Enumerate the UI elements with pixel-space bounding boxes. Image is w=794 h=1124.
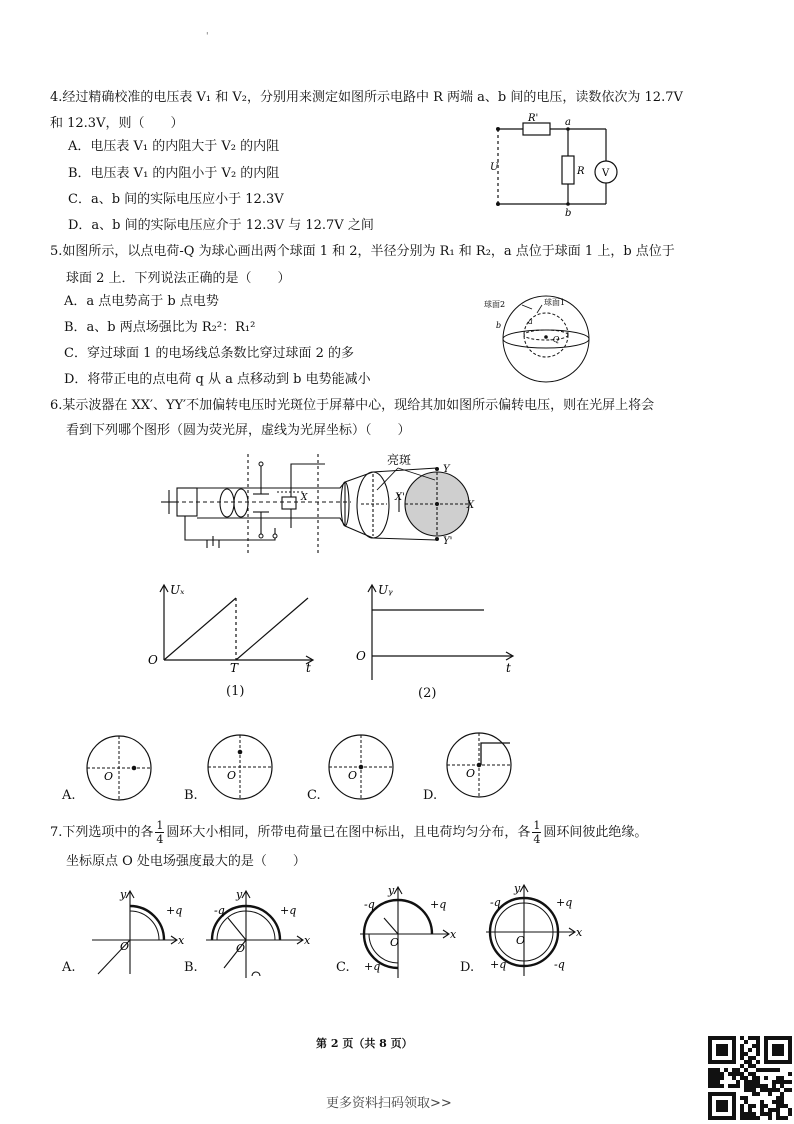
q4-option-b: B．电压表 V₁ 的内阻小于 V₂ 的内阻	[68, 166, 280, 181]
q4-label-u: U	[490, 162, 499, 173]
q6-stem-line2: 看到下列哪个图形（圆为荧光屏，虚线为光屏坐标）（ ）	[66, 423, 411, 438]
q6-label-y: Y	[443, 464, 450, 475]
q6-choice-a-label: A.	[62, 788, 76, 803]
q6-oscilloscope-diagram	[155, 450, 485, 555]
q4-label-r-prime: R'	[528, 113, 539, 124]
q6-label-plate-x: X	[301, 493, 308, 503]
q5-label-b: b	[496, 321, 502, 330]
q6-label-x: X	[467, 500, 475, 511]
q6-choice-c-screen	[326, 732, 396, 802]
q5-option-c: C．穿过球面 1 的电场线总条数比穿过球面 2 的多	[64, 346, 355, 361]
q6-choice-c-origin: O	[348, 769, 358, 782]
q7-fraction-2	[532, 820, 541, 845]
q5-sphere-diagram	[482, 292, 602, 384]
q5-label-charge: -Q	[550, 335, 560, 344]
q7-c-o: O	[390, 936, 400, 949]
q7-frac1-num: 1	[156, 819, 164, 832]
q7-choice-d-label: D.	[460, 960, 475, 975]
q4-stem-line2: 和 12.3V，则（ ）	[50, 116, 184, 131]
q6-graph2-origin: O	[356, 649, 366, 663]
qr-code-image	[708, 1036, 792, 1120]
q7-stem-line1	[50, 820, 647, 845]
q6-graph-2	[352, 580, 522, 680]
q7-d-minus-q: -q	[490, 896, 501, 909]
q7-c-y: y	[388, 884, 395, 897]
q4-label-v: V	[602, 168, 610, 179]
q7-d-plus-q-2: +q	[490, 958, 507, 971]
q6-choice-d-label: D.	[423, 788, 438, 803]
q6-label-xp: X'	[395, 492, 405, 503]
q7-c-plus-q-2: +q	[364, 960, 381, 973]
q7-stem-post: 圆环间彼此绝缘。	[543, 825, 648, 840]
q5-label-sphere2: 球面2	[484, 300, 506, 309]
page-number: 第 2 页（共 8 页）	[316, 1037, 413, 1050]
q7-frac2-num: 1	[533, 819, 541, 832]
q7-b-minus-q: -q	[214, 904, 225, 917]
q7-b-plus-q: +q	[280, 904, 297, 917]
q7-frac2-den: 4	[533, 833, 541, 846]
q7-choice-c-label: C.	[336, 960, 350, 975]
q6-choice-a-origin: O	[104, 770, 114, 783]
q7-stem-line2: 坐标原点 O 处电场强度最大的是（ ）	[66, 854, 306, 869]
promo-text[interactable]: 更多资料扫码领取>>	[326, 1096, 452, 1111]
q7-a-plus-q: +q	[166, 904, 183, 917]
q7-a-y: y	[120, 888, 127, 901]
q6-graph2-caption: (2)	[418, 686, 437, 701]
q7-b-x: x	[304, 934, 311, 947]
q6-choice-b-origin: O	[227, 769, 237, 782]
q6-choice-d-screen	[444, 730, 514, 800]
q6-choice-d-origin: O	[466, 767, 476, 780]
q7-c-x: x	[450, 928, 457, 941]
q7-frac1-den: 4	[156, 833, 164, 846]
q4-option-c: C．a、b 间的实际电压应小于 12.3V	[68, 192, 284, 207]
q7-d-o: O	[516, 934, 526, 947]
q5-stem-line1: 5.如图所示，以点电荷-Q 为球心画出两个球面 1 和 2，半径分别为 R₁ 和 R₂，a 点位于球面 1 上，b 点位于	[50, 244, 675, 259]
q6-graph1-xlabel: t	[306, 661, 311, 675]
q5-option-a: A．a 点电势高于 b 点电势	[64, 294, 219, 309]
qr-code[interactable]	[708, 1036, 792, 1120]
q4-circuit-diagram	[488, 112, 628, 222]
q6-graph2-xlabel: t	[506, 661, 511, 675]
q6-graph1-tick: T	[230, 661, 239, 675]
q4-stem-line1: 4.经过精确校准的电压表 V₁ 和 V₂，分别用来测定如图所示电路中 R 两端 a、b 间的电压，读数依次为 12.7V	[50, 90, 683, 105]
q7-d-x: x	[576, 926, 583, 939]
q5-label-a: a	[528, 317, 533, 326]
q7-a-x: x	[178, 934, 185, 947]
stray-mark: '	[206, 32, 209, 42]
q7-d-y: y	[514, 882, 521, 895]
q6-graph1-origin: O	[148, 653, 158, 667]
q7-stem-pre: 7.下列选项中的各	[50, 825, 154, 840]
q7-fraction-1	[155, 820, 164, 845]
q6-choice-b-screen	[205, 732, 275, 802]
q6-graph-1	[146, 580, 326, 680]
q6-choice-c-label: C.	[307, 788, 321, 803]
q4-label-a: a	[565, 117, 571, 128]
q7-choice-d-figure	[482, 880, 592, 980]
q5-option-b: B．a、b 两点场强比为 R₂²：R₁²	[64, 320, 256, 335]
q6-stem-line1: 6.某示波器在 XX′、YY′不加偏转电压时光斑位于屏幕中心，现给其加如图所示偏转电压，则在光屏上将会	[50, 398, 655, 413]
q7-choice-a-figure	[86, 884, 196, 979]
q7-stem-mid: 圆环大小相同，所带电荷量已在图中标出，且电荷均匀分布，各	[166, 825, 531, 840]
q6-label-yp: Y'	[443, 536, 453, 547]
q4-option-d: D．a、b 间的实际电压应介于 12.3V 与 12.7V 之间	[68, 218, 374, 233]
q7-b-o: O	[236, 942, 246, 955]
q6-label-spot: 亮斑	[387, 453, 412, 467]
q7-c-minus-q: -q	[364, 898, 375, 911]
q7-b-y: y	[236, 888, 243, 901]
q7-choice-a-label: A.	[62, 960, 76, 975]
q4-label-r: R	[577, 166, 585, 177]
q7-a-o: O	[120, 940, 130, 953]
q5-label-sphere1: 球面1	[544, 298, 566, 307]
q6-graph1-ylabel: Uₓ	[170, 583, 185, 597]
q5-stem-line2: 球面 2 上．下列说法正确的是（ ）	[66, 271, 291, 286]
q7-choice-c-figure	[356, 882, 466, 982]
q7-d-plus-q: +q	[556, 896, 573, 909]
q5-option-d: D．将带正电的点电荷 q 从 a 点移动到 b 电势能减小	[64, 372, 371, 387]
q6-choice-a-screen	[84, 733, 154, 803]
q7-d-minus-q-2: -q	[554, 958, 565, 971]
q4-label-b: b	[565, 208, 572, 219]
q7-choice-b-label: B.	[184, 960, 198, 975]
q6-choice-b-label: B.	[184, 788, 198, 803]
q6-graph1-caption: (1)	[226, 684, 245, 699]
q7-choice-b-figure	[200, 884, 320, 984]
q6-graph2-ylabel: Uᵧ	[378, 583, 393, 597]
q7-c-plus-q: +q	[430, 898, 447, 911]
q4-option-a: A．电压表 V₁ 的内阻大于 V₂ 的内阻	[68, 139, 280, 154]
